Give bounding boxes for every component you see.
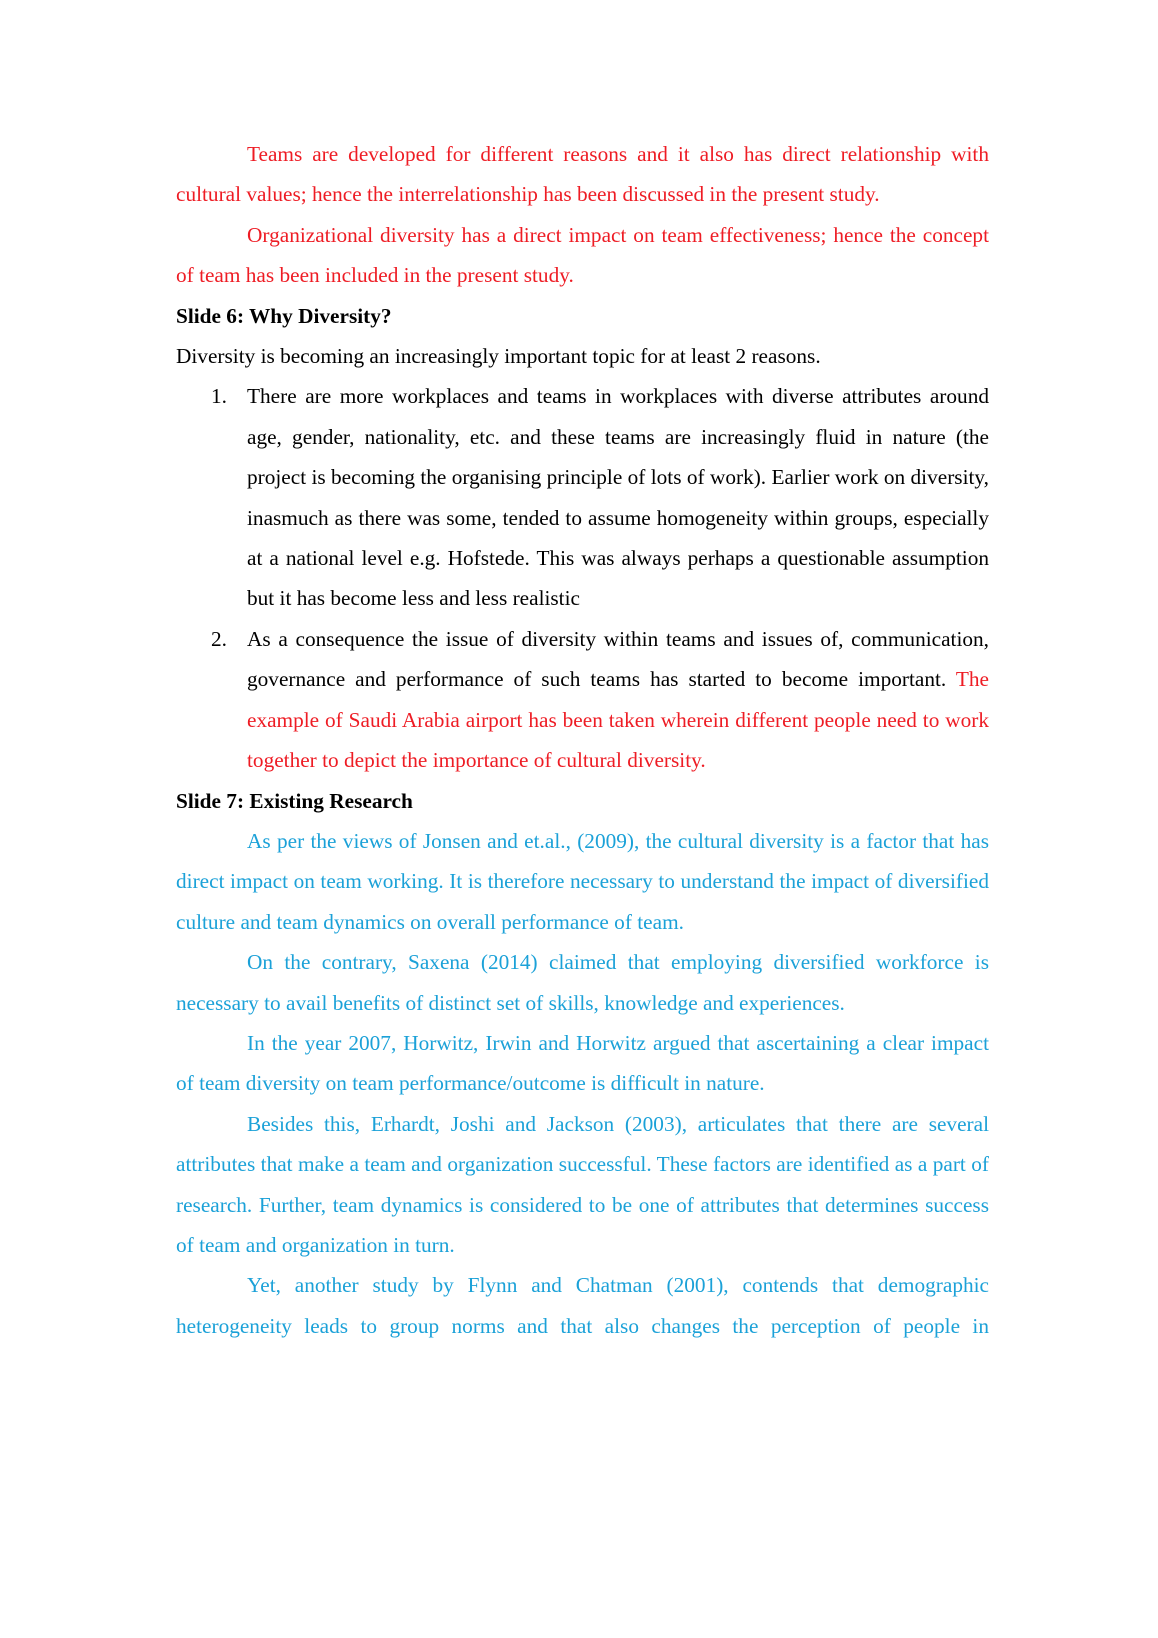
list-item-highlight: The example of Saudi Arabia airport has been taken wherein different people need to work together to depict the importance of cultural diversity. (247, 667, 989, 773)
research-paragraph: Besides this, Erhardt, Joshi and Jackson (2003), articulates that there are several attributes that make a team and organization successful. These factors are identified as a part of research. Further, team dynamics is considered to be one of attributes that determines success of team and organization in turn. (176, 1111, 989, 1257)
intro-paragraph: Teams are developed for different reasons and it also has direct relationship with cultural values; hence the interrelationship has been discussed in the present study. (176, 142, 989, 207)
slide7-heading: Slide 7: Existing Research (176, 788, 413, 813)
list-item (176, 376, 989, 618)
list-number: 2. (211, 626, 227, 651)
intro-paragraph: Organizational diversity has a direct impact on team effectiveness; hence the concept of team has been included in the present study. (176, 222, 989, 288)
research-paragraph: Yet, another study by Flynn and Chatman (2001), contends that demographic heterogeneity leads to group norms and that also changes the perception of people in (176, 1273, 989, 1338)
list-item-text: There are more workplaces and teams in workplaces with diverse attributes around age, gender, nationality, etc. and these teams are increasingly fluid in nature (the project is becoming the organising principle of lots of work). Earlier work on diversity, inasmuch as there was some, tended to assume homogeneity within groups, especially at a national level e.g. Hofstede. This was always perhaps a questionable assumption but it has become less and less realistic (247, 384, 989, 611)
list-item (176, 619, 989, 781)
document-page (176, 134, 989, 1346)
research-paragraph: As per the views of Jonsen and et.al., (2009), the cultural diversity is a factor that has direct impact on team working. It is therefore necessary to understand the impact of diversified culture and team dynamics on overall performance of team. (176, 828, 989, 934)
research-paragraph: On the contrary, Saxena (2014) claimed that employing diversified workforce is necessary to avail benefits of distinct set of skills, knowledge and experiences. (176, 950, 989, 1015)
list-item-text: As a consequence the issue of diversity within teams and issues of, communication, governance and performance of such teams has started to become important. (247, 626, 989, 692)
research-paragraph: In the year 2007, Horwitz, Irwin and Horwitz argued that ascertaining a clear impact of team diversity on team performance/outcome is difficult in nature. (176, 1030, 989, 1096)
slide6-intro: Diversity is becoming an increasingly important topic for at least 2 reasons. (176, 344, 821, 369)
slide6-heading: Slide 6: Why Diversity? (176, 303, 392, 328)
list-number: 1. (211, 384, 227, 409)
reasons-list (176, 376, 989, 780)
